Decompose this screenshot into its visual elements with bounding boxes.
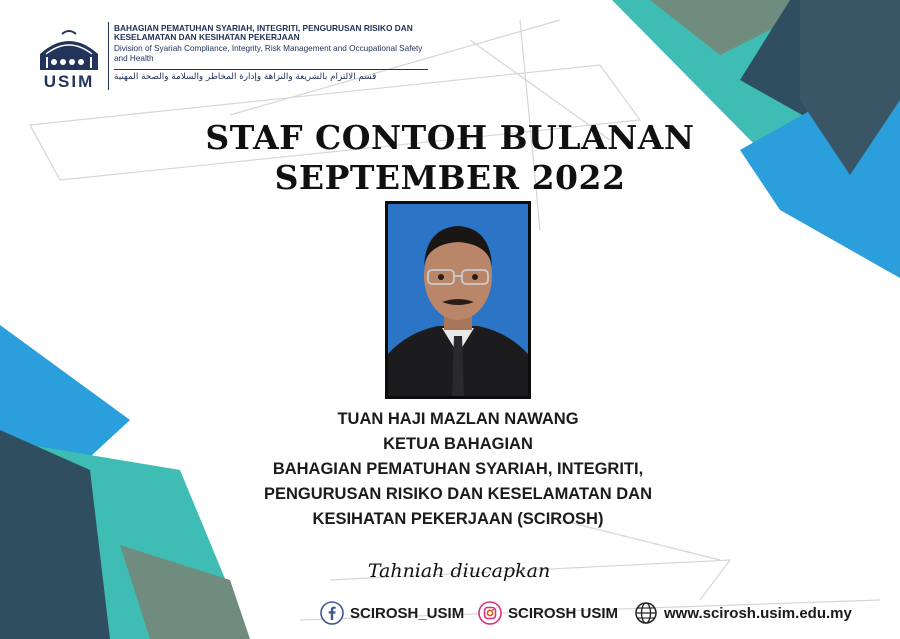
facebook-handle: SCIROSH_USIM — [350, 604, 465, 622]
staff-division-line-1: BAHAGIAN PEMATUHAN SYARIAH, INTEGRITI, — [272, 460, 644, 478]
department-header — [34, 22, 428, 94]
usim-logo-text: USIM — [43, 72, 95, 91]
instagram-link[interactable] — [478, 600, 618, 626]
staff-photo — [385, 201, 531, 399]
poster-title: STAF CONTOH BULANAN — [205, 118, 695, 157]
staff-division-line-3: KESIHATAN PEKERJAAN (SCIROSH) — [312, 510, 604, 528]
facebook-icon — [320, 601, 344, 625]
header-divider-vertical — [108, 22, 109, 90]
staff-portrait — [388, 204, 528, 396]
facebook-link[interactable] — [320, 600, 464, 626]
poster-subtitle-month: SEPTEMBER 2022 — [274, 158, 626, 197]
instagram-handle: SCIROSH USIM — [508, 604, 619, 622]
congratulations-text: Tahniah diucapkan — [367, 560, 551, 582]
staff-division-line-2: PENGURUSAN RISIKO DAN KESELAMATAN DAN — [263, 485, 653, 503]
globe-icon — [634, 601, 658, 625]
website-url: www.scirosh.usim.edu.my — [664, 604, 852, 622]
department-name-arabic: قسم الالتزام بالشريعة والنزاهة وإدارة المخاطر والسلامة والصحة المهنية — [114, 72, 377, 82]
department-name-malay: BAHAGIAN PEMATUHAN SYARIAH, INTEGRITI, PENGURUSAN RISIKO DAN KESELAMATAN DAN KESIHATAN PEKERJAAN — [114, 23, 413, 42]
header-divider-horizontal — [114, 69, 428, 70]
instagram-icon — [478, 601, 502, 625]
staff-position: KETUA BAHAGIAN — [383, 435, 533, 453]
staff-name: TUAN HAJI MAZLAN NAWANG — [337, 410, 579, 428]
website-link[interactable] — [634, 600, 852, 626]
department-name-english: Division of Syariah Compliance, Integrity, Risk Management and Occupational Safety and Health — [114, 44, 423, 63]
